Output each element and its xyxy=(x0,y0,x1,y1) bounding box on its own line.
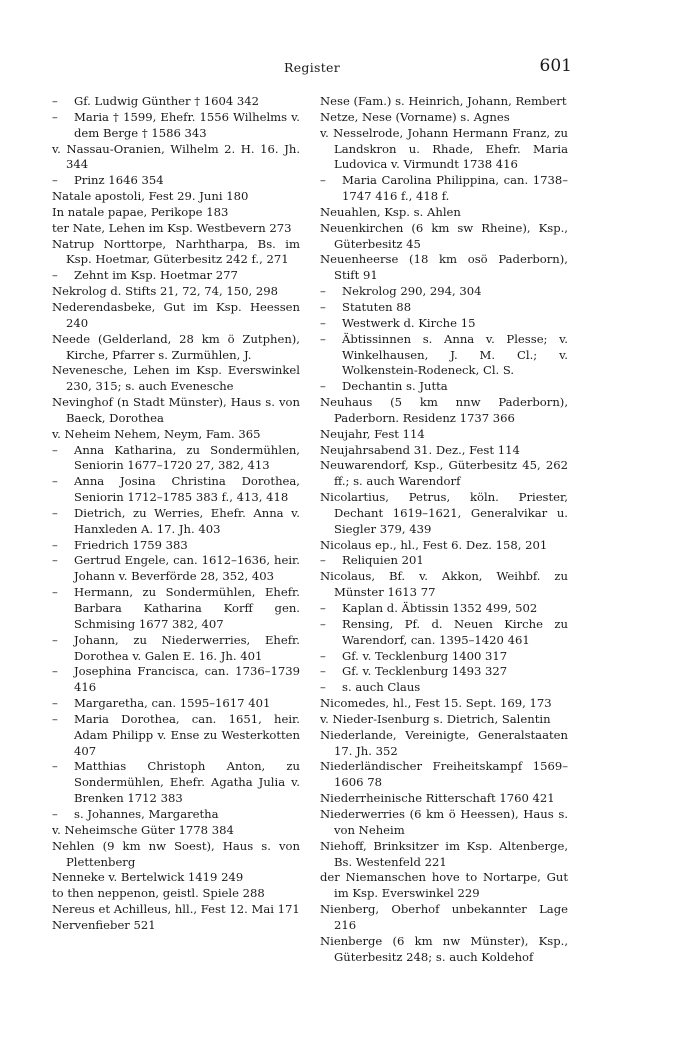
index-entry xyxy=(320,791,568,807)
index-entry xyxy=(320,680,568,696)
index-entry xyxy=(320,284,568,300)
entry-text: Netze, Nese (Vorname) s. Agnes xyxy=(320,109,510,124)
entry-text: Westwerk d. Kirche 15 xyxy=(342,315,476,330)
entry-text: Margaretha, can. 1595–1617 401 xyxy=(74,696,271,711)
index-entry xyxy=(52,759,300,807)
index-entry xyxy=(52,94,300,110)
entry-text: Neuhaus (5 km nnw Paderborn), Paderborn. Residenz 1737 366 xyxy=(320,395,568,425)
index-entry xyxy=(320,664,568,680)
index-entry xyxy=(320,538,568,554)
entry-text: Matthias Christoph Anton, zu Sondermühlen, Ehefr. Agatha Julia v. Brenken 1712 383 xyxy=(74,759,300,806)
index-entry xyxy=(320,934,568,966)
index-column-left xyxy=(52,94,300,934)
entry-text: der Niemanschen hove to Nortarpe, Gut im Ksp. Everswinkel 229 xyxy=(320,870,568,901)
continuation-dash: – xyxy=(52,109,58,124)
index-entry xyxy=(52,870,300,886)
entry-text: Maria † 1599, Ehefr. 1556 Wilhelms v. dem Berge † 1586 343 xyxy=(74,109,300,140)
entry-text: to then neppenon, geistl. Spiele 288 xyxy=(52,886,265,901)
index-entry xyxy=(320,553,568,569)
index-entry xyxy=(52,474,300,506)
entry-text: Neuenheerse (18 km osö Paderborn), Stift 91 xyxy=(320,252,568,283)
index-entry xyxy=(52,553,300,585)
entry-text: Nevenesche, Lehen im Ksp. Everswinkel 230, 315; s. auch Evenesche xyxy=(52,363,300,394)
continuation-dash: – xyxy=(52,537,58,552)
entry-text: Nenneke v. Bertelwick 1419 249 xyxy=(52,870,244,885)
entry-text: Gf. v. Tecklenburg 1493 327 xyxy=(342,664,508,679)
index-entry xyxy=(320,94,568,110)
index-entry xyxy=(52,443,300,475)
index-entry xyxy=(320,379,568,395)
index-entry xyxy=(320,490,568,538)
entry-text: Johann, zu Niederwerries, Ehefr. Dorothea v. Galen E. 16. Jh. 401 xyxy=(74,632,300,663)
index-entry xyxy=(52,221,300,237)
index-entry xyxy=(320,728,568,760)
continuation-dash: – xyxy=(320,379,326,394)
entry-text: Nicomedes, hl., Fest 15. Sept. 169, 173 xyxy=(320,696,552,711)
entry-text: Nederendasbeke, Gut im Ksp. Heessen 240 xyxy=(52,299,300,330)
index-column-right xyxy=(320,94,568,965)
entry-text: v. Nassau-Oranien, Wilhelm 2. H. 16. Jh. 344 xyxy=(52,141,300,172)
entry-text: Nekrolog 290, 294, 304 xyxy=(342,284,482,299)
page-number: 601 xyxy=(539,56,572,76)
entry-text: Nicolartius, Petrus, köln. Priester, Dechant 1619–1621, Generalvikar u. Siegler 379, 439 xyxy=(320,490,568,536)
entry-text: Natale apostoli, Fest 29. Juni 180 xyxy=(52,189,249,204)
continuation-dash: – xyxy=(320,664,326,679)
continuation-dash: – xyxy=(52,268,58,283)
entry-text: Neuenkirchen (6 km sw Rheine), Ksp., Güterbesitz 45 xyxy=(320,220,568,251)
entry-text: Statuten 88 xyxy=(342,299,412,314)
index-entry xyxy=(320,458,568,490)
entry-text: Niehoff, Brinksitzer im Ksp. Altenberge, Bs. Westenfeld 221 xyxy=(320,838,568,869)
index-entry xyxy=(52,506,300,538)
entry-text: Nekrolog d. Stifts 21, 72, 74, 150, 298 xyxy=(52,284,279,299)
index-entry xyxy=(52,807,300,823)
entry-text: Dietrich, zu Werries, Ehefr. Anna v. Hanxleden A. 17. Jh. 403 xyxy=(74,505,300,536)
index-entry xyxy=(320,712,568,728)
entry-text: Nervenfieber 521 xyxy=(52,917,156,932)
index-entry xyxy=(320,902,568,934)
index-entry xyxy=(320,173,568,205)
entry-text: s. auch Claus xyxy=(342,680,421,695)
entry-text: ter Nate, Lehen im Ksp. Westbevern 273 xyxy=(52,220,292,235)
entry-text: Reliquien 201 xyxy=(342,553,424,568)
page-header xyxy=(52,58,572,82)
continuation-dash: – xyxy=(320,648,326,663)
index-entry xyxy=(52,173,300,189)
entry-text: Nienberge (6 km nw Münster), Ksp., Güterbesitz 248; s. auch Koldehof xyxy=(320,933,568,964)
index-entry xyxy=(320,395,568,427)
entry-text: Zehnt im Ksp. Hoetmar 277 xyxy=(74,268,238,283)
index-entry xyxy=(320,696,568,712)
index-entry xyxy=(320,617,568,649)
index-entry xyxy=(320,110,568,126)
index-entry xyxy=(52,918,300,934)
continuation-dash: – xyxy=(320,331,326,346)
continuation-dash: – xyxy=(320,315,326,330)
continuation-dash: – xyxy=(320,173,326,188)
index-entry xyxy=(52,427,300,443)
entry-text: Neujahrsabend 31. Dez., Fest 114 xyxy=(320,442,520,457)
index-entry xyxy=(52,585,300,633)
entry-text: Gf. v. Tecklenburg 1400 317 xyxy=(342,648,508,663)
index-entry xyxy=(52,363,300,395)
entry-text: Prinz 1646 354 xyxy=(74,173,164,188)
index-entry xyxy=(320,332,568,380)
entry-text: Niederlande, Vereinigte, Generalstaaten 17. Jh. 352 xyxy=(320,727,568,758)
entry-text: Nereus et Achilleus, hll., Fest 12. Mai 171 xyxy=(52,902,300,917)
continuation-dash: – xyxy=(52,173,58,188)
entry-text: Kaplan d. Äbtissin 1352 499, 502 xyxy=(342,601,538,615)
continuation-dash: – xyxy=(52,553,58,568)
entry-text: Friedrich 1759 383 xyxy=(74,537,188,552)
entry-text: Nicolaus, Bf. v. Akkon, Weihbf. zu Münster 1613 77 xyxy=(320,569,568,600)
index-entry xyxy=(52,823,300,839)
index-entry xyxy=(52,110,300,142)
index-entry xyxy=(320,649,568,665)
entry-text: Niederrheinische Ritterschaft 1760 421 xyxy=(320,791,555,806)
entry-text: Äbtissinnen s. Anna v. Plesse; v. Winkelhausen, J. M. Cl.; v. Wolkenstein-Rodeneck, Cl. S. xyxy=(342,331,568,378)
continuation-dash: – xyxy=(52,505,58,520)
continuation-dash: – xyxy=(52,94,58,108)
index-entry xyxy=(52,664,300,696)
index-entry xyxy=(52,886,300,902)
entry-text: s. Johannes, Margaretha xyxy=(74,806,219,821)
entry-text: Josephina Francisca, can. 1736–1739 416 xyxy=(74,664,300,695)
entry-text: v. Neheim Nehem, Neym, Fam. 365 xyxy=(52,426,261,441)
index-entry xyxy=(320,427,568,443)
entry-text: Nicolaus ep., hl., Fest 6. Dez. 158, 201 xyxy=(320,537,548,552)
entry-text: Neuahlen, Ksp. s. Ahlen xyxy=(320,204,461,219)
index-entry xyxy=(320,870,568,902)
entry-text: Niederwerries (6 km ö Heessen), Haus s. von Neheim xyxy=(320,806,568,837)
entry-text: v. Nesselrode, Johann Hermann Franz, zu Landskron u. Rhade, Ehefr. Maria Ludovica v. Virmundt 1738 416 xyxy=(320,125,568,172)
index-entry xyxy=(320,443,568,459)
index-entry xyxy=(52,268,300,284)
continuation-dash: – xyxy=(52,696,58,711)
index-entry xyxy=(320,126,568,174)
index-entry xyxy=(320,316,568,332)
continuation-dash: – xyxy=(52,632,58,647)
continuation-dash: – xyxy=(320,680,326,695)
entry-text: Nehlen (9 km nw Soest), Haus s. von Plettenberg xyxy=(52,838,300,869)
entry-text: Natrup Norttorpe, Narhtharpa, Bs. im Ksp. Hoetmar, Güterbesitz 242 f., 271 xyxy=(52,236,300,267)
index-entry xyxy=(320,221,568,253)
entry-text: v. Nieder-Isenburg s. Dietrich, Salentin xyxy=(320,711,551,726)
entry-text: Dechantin s. Jutta xyxy=(342,379,448,394)
entry-text: In natale papae, Perikope 183 xyxy=(52,204,229,219)
index-entry xyxy=(320,759,568,791)
entry-text: Niederländischer Freiheitskampf 1569–1606 78 xyxy=(320,759,568,790)
entry-text: Nese (Fam.) s. Heinrich, Johann, Rembert xyxy=(320,94,567,108)
continuation-dash: – xyxy=(320,601,326,615)
continuation-dash: – xyxy=(52,585,58,600)
index-entry xyxy=(52,284,300,300)
continuation-dash: – xyxy=(52,664,58,679)
entry-text: Nevinghof (n Stadt Münster), Haus s. von Baeck, Dorothea xyxy=(52,395,300,425)
index-entry xyxy=(52,839,300,871)
entry-text: Gertrud Engele, can. 1612–1636, heir. Johann v. Beverförde 28, 352, 403 xyxy=(74,553,300,584)
index-entry xyxy=(320,300,568,316)
entry-text: Maria Carolina Philippina, can. 1738–1747 416 f., 418 f. xyxy=(342,173,568,204)
index-entry xyxy=(320,252,568,284)
entry-text: Gf. Ludwig Günther † 1604 342 xyxy=(74,94,260,108)
entry-text: Neede (Gelderland, 28 km ö Zutphen), Kirche, Pfarrer s. Zurmühlen, J. xyxy=(52,331,300,362)
index-entry xyxy=(320,205,568,221)
index-entry xyxy=(52,395,300,427)
entry-text: Maria Dorothea, can. 1651, heir. Adam Philipp v. Ense zu Westerkotten 407 xyxy=(74,711,300,758)
index-entry xyxy=(320,807,568,839)
index-entry xyxy=(52,712,300,760)
continuation-dash: – xyxy=(320,616,326,631)
continuation-dash: – xyxy=(52,711,58,726)
index-entry xyxy=(52,332,300,364)
entry-text: Nienberg, Oberhof unbekannter Lage 216 xyxy=(320,902,568,932)
entry-text: v. Neheimsche Güter 1778 384 xyxy=(52,822,234,837)
entry-text: Anna Josina Christina Dorothea, Seniorin 1712–1785 383 f., 413, 418 xyxy=(74,474,300,505)
index-entry xyxy=(52,300,300,332)
index-entry xyxy=(52,189,300,205)
continuation-dash: – xyxy=(52,474,58,489)
index-entry xyxy=(320,569,568,601)
index-entry xyxy=(52,538,300,554)
index-entry xyxy=(52,142,300,174)
index-entry xyxy=(52,205,300,221)
continuation-dash: – xyxy=(320,299,326,314)
continuation-dash: – xyxy=(52,442,58,457)
index-entry xyxy=(52,633,300,665)
index-entry xyxy=(52,237,300,269)
entry-text: Rensing, Pf. d. Neuen Kirche zu Warendorf, can. 1395–1420 461 xyxy=(342,616,568,647)
index-entry xyxy=(320,601,568,617)
continuation-dash: – xyxy=(320,284,326,299)
continuation-dash: – xyxy=(52,759,58,774)
entry-text: Neujahr, Fest 114 xyxy=(320,426,425,441)
entry-text: Neuwarendorf, Ksp., Güterbesitz 45, 262 ff.; s. auch Warendorf xyxy=(320,458,568,489)
index-entry xyxy=(52,696,300,712)
entry-text: Anna Katharina, zu Sondermühlen, Seniorin 1677–1720 27, 382, 413 xyxy=(74,442,300,473)
continuation-dash: – xyxy=(320,553,326,568)
index-entry xyxy=(52,902,300,918)
continuation-dash: – xyxy=(52,806,58,821)
running-head: Register xyxy=(283,60,341,75)
entry-text: Hermann, zu Sondermühlen, Ehefr. Barbara Katharina Korff gen. Schmising 1677 382, 407 xyxy=(74,585,300,631)
index-entry xyxy=(320,839,568,871)
